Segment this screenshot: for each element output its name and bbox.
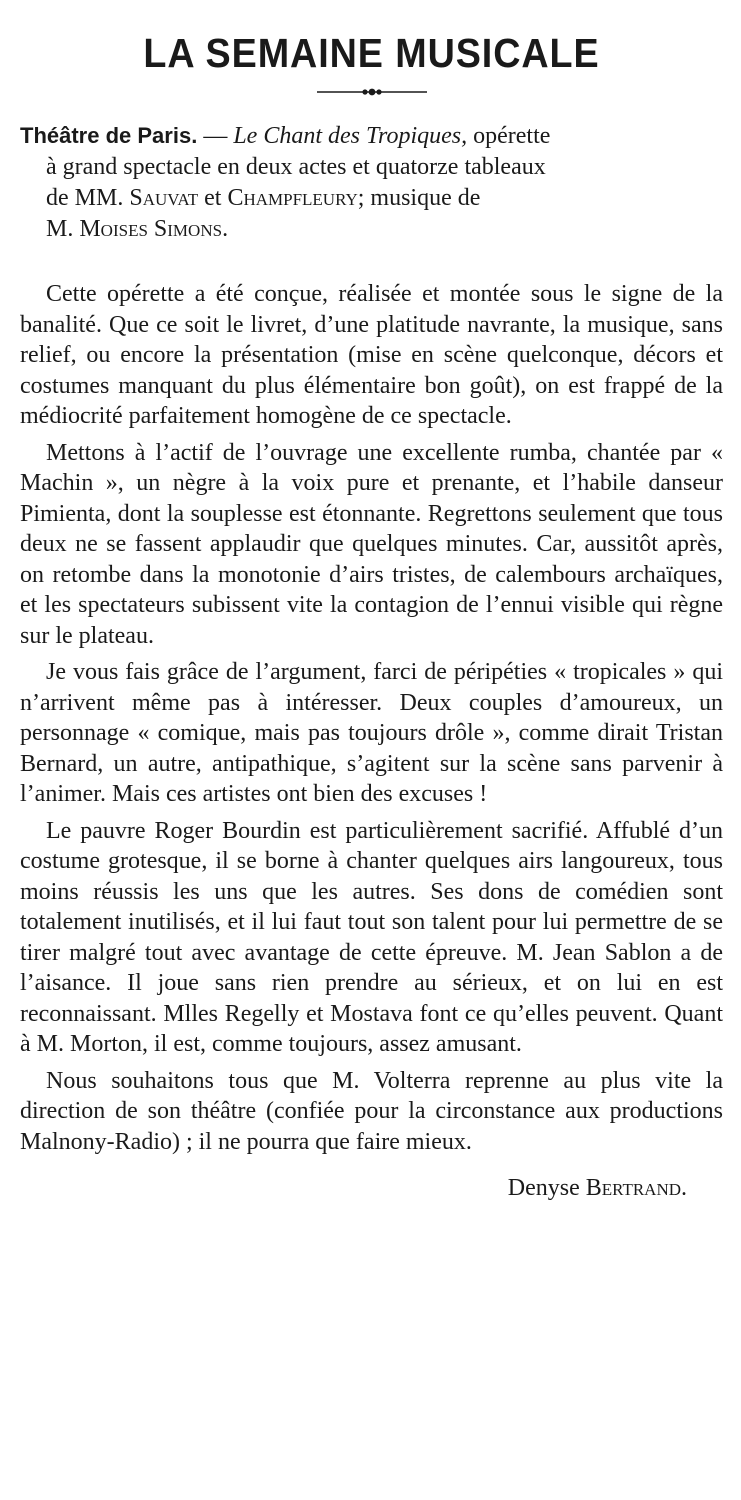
page-title: LA SEMAINE MUSICALE: [143, 30, 600, 76]
intro-line4-pre: M.: [46, 216, 80, 242]
author-signature: [20, 1175, 687, 1202]
paragraph-1: Cette opérette a été conçue, réalisée et montée sous le signe de la banalité. Que ce soit le livret, d’une platitude navrante, la musique, sans relief, ou encore la présentation (mise en scène quelconque, décors et costumes manquant du plus élémentaire bon goût), on est frappé de la médiocrité parfaitement homogène de ce spectacle.: [20, 281, 723, 429]
paragraph-2: Mettons à l’actif de l’ouvrage une excellente rumba, chantée par « Machin », un nègre à la voix pure et prenante, et l’habile danseur Pimienta, dont la souplesse est étonnante. Regrettons seulement que tous deux ne se fassent applaudir que quelques minutes. Car, aussitôt après, on retombe dans la monotonie d’airs tristes, de calembours archaïques, et les spectateurs subissent vite la contagion de l’ennui visible qui règne sur le plateau.: [20, 439, 723, 649]
author-champfleury: Champfleury: [227, 185, 358, 211]
intro-dash: —: [197, 123, 234, 149]
intro-line4-post: .: [222, 216, 229, 242]
intro-line3-post: ; musique de: [357, 185, 481, 211]
title-ornament: [20, 86, 723, 98]
composer-name: Moises Simons: [79, 216, 223, 242]
work-title: Le Chant des Tropiques,: [233, 123, 468, 149]
paragraph-4: Le pauvre Roger Bourdin est particulièrement sacrifié. Affublé d’un costume grotesque, il se borne à chanter quelques airs langoureux, tous moins réussis les uns que les autres. Ses dons de comédien sont totalement inutilisés, et il lui faut tout son talent pour lui permettre de se tirer malgré tout avec avantage de cette épreuve. M. Jean Sablon a de l’aisance. Il joue sans rien prendre au sérieux, et on lui en est reconnaissant. Mlles Regelly et Mostava font ce qu’elles peuvent. Quant à M. Morton, il est, comme toujours, assez amusant.: [20, 817, 723, 1057]
review-intro: [20, 120, 723, 245]
intro-line1-rest: opérette: [467, 123, 551, 149]
intro-line2: à grand spectacle en deux actes et quatorze tableaux: [46, 154, 546, 180]
paragraph-5: Nous souhaitons tous que M. Volterra reprenne au plus vite la direction de son théâtre (confiée pour la circonstance aux productions Malnony-Radio) ; il ne pourra que faire mieux.: [20, 1067, 723, 1155]
ornament-divider-icon: [317, 86, 427, 98]
intro-line3-pre: de MM.: [46, 185, 130, 211]
author-sauvat: Sauvat: [129, 185, 199, 211]
signature-end: .: [681, 1175, 687, 1201]
signature-last: Bertrand: [585, 1175, 681, 1201]
paragraph-3: Je vous fais grâce de l’argument, farci de péripéties « tropicales » qui n’arrivent même pas à intéresser. Deux couples d’amoureux, un personnage « comique, mais pas toujours drôle », comme dirait Tristan Bernard, un autre, antipathique, s’agitent sur la scène sans parvenir à l’animer. Mais ces artistes ont bien des excuses !: [20, 659, 723, 807]
venue-name: Théâtre de Paris.: [20, 123, 198, 148]
intro-line3-mid: et: [198, 185, 228, 211]
signature-first: Denyse: [507, 1175, 586, 1201]
